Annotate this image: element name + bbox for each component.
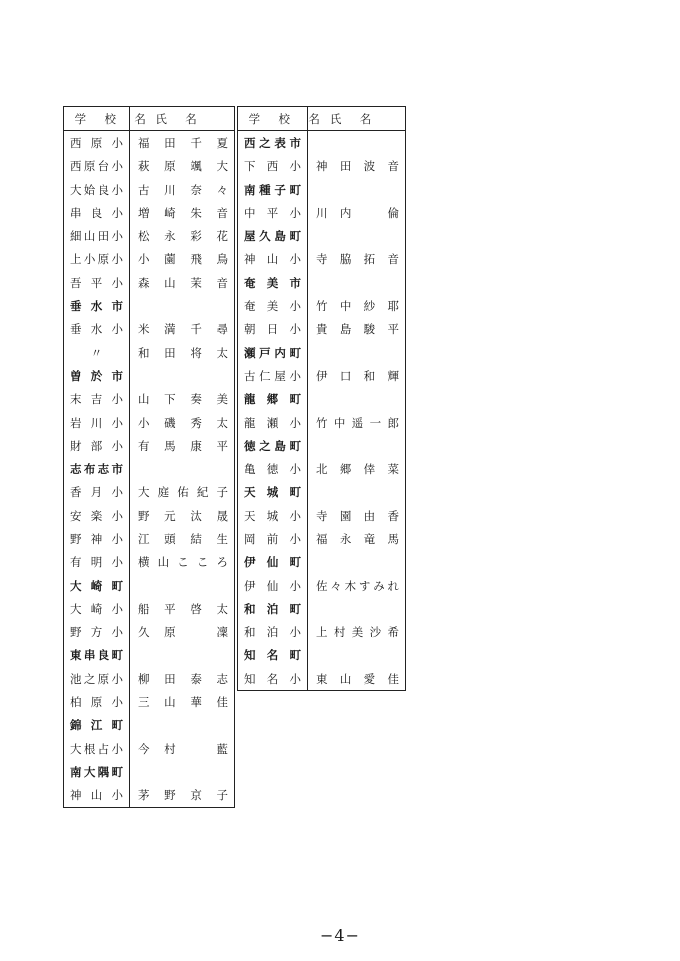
school-name: 〃 <box>64 341 130 364</box>
table-row <box>238 574 406 597</box>
student-name: 茅野京子 <box>138 788 228 803</box>
school-name: 中平小 <box>238 201 308 224</box>
school-name: 伊仙小 <box>238 574 308 597</box>
school-name: 岡前小 <box>238 527 308 550</box>
school-column-header: 学校名 <box>238 107 308 131</box>
student-name <box>308 341 406 364</box>
table-row <box>64 621 235 644</box>
table-row <box>64 155 235 178</box>
student-name: 山下奏美 <box>138 392 228 407</box>
student-name <box>308 388 406 411</box>
school-name: 有明小 <box>64 551 130 574</box>
student-name: 寺脇拓音 <box>316 252 399 267</box>
table-row <box>238 248 406 271</box>
municipality-name: 南種子町 <box>238 178 308 201</box>
left-table-body <box>64 131 235 808</box>
school-name: 香月小 <box>64 481 130 504</box>
student-name <box>130 294 235 317</box>
table-row <box>64 690 235 713</box>
student-name <box>308 481 406 504</box>
school-name: 亀徳小 <box>238 457 308 480</box>
student-name: 野元汰晟 <box>138 508 228 523</box>
table-row <box>64 131 235 155</box>
student-name <box>308 271 406 294</box>
school-name: 大根占小 <box>64 737 130 760</box>
table-row <box>238 527 406 550</box>
school-name: 古仁屋小 <box>238 364 308 387</box>
school-name: 奄美小 <box>238 294 308 317</box>
school-name: 神山小 <box>238 248 308 271</box>
table-header-row <box>238 107 406 131</box>
table-row <box>64 527 235 550</box>
school-name: 岩川小 <box>64 411 130 434</box>
table-row <box>238 504 406 527</box>
municipality-row <box>64 364 235 387</box>
municipality-name: 錦江町 <box>64 714 130 737</box>
school-name: 大崎小 <box>64 597 130 620</box>
student-name: 和田将太 <box>138 345 228 360</box>
table-row <box>64 597 235 620</box>
school-name: 財部小 <box>64 434 130 457</box>
page-number: −4− <box>320 926 360 945</box>
municipality-row <box>64 644 235 667</box>
municipality-name: 曽於市 <box>64 364 130 387</box>
table-row <box>64 248 235 271</box>
student-name: 神田波音 <box>316 159 399 174</box>
school-name: 知名小 <box>238 667 308 691</box>
municipality-row <box>238 271 406 294</box>
municipality-name: 南大隅町 <box>64 760 130 783</box>
student-name: 竹中遥一郎 <box>316 415 399 430</box>
student-name: 今村 藍 <box>138 741 228 756</box>
municipality-row <box>238 551 406 574</box>
table-row <box>64 434 235 457</box>
student-name <box>130 644 235 667</box>
municipality-name: 奄美市 <box>238 271 308 294</box>
municipality-name: 徳之島町 <box>238 434 308 457</box>
municipality-row <box>238 341 406 364</box>
municipality-name: 志布志市 <box>64 457 130 480</box>
table-row <box>238 457 406 480</box>
student-name: 竹中紗耶 <box>316 299 399 314</box>
student-name <box>308 131 406 155</box>
table-row <box>64 341 235 364</box>
table-header-row <box>64 107 235 131</box>
school-column-header: 学校名 <box>64 107 130 131</box>
municipality-name: 大崎町 <box>64 574 130 597</box>
municipality-row <box>238 224 406 247</box>
student-name <box>130 364 235 387</box>
school-name: 西原小 <box>64 131 130 155</box>
student-name: 増崎朱音 <box>138 205 228 220</box>
student-name: 久原 凜 <box>138 625 228 640</box>
municipality-name: 龍郷町 <box>238 388 308 411</box>
school-name: 吾平小 <box>64 271 130 294</box>
student-name: 米満千尋 <box>138 322 228 337</box>
table-row <box>238 411 406 434</box>
municipality-row <box>64 714 235 737</box>
municipality-row <box>238 388 406 411</box>
table-row <box>238 318 406 341</box>
table-row <box>64 667 235 690</box>
municipality-name: 東串良町 <box>64 644 130 667</box>
table-row <box>64 224 235 247</box>
student-name: 福田千夏 <box>138 135 228 150</box>
student-name: 江頭結生 <box>138 531 228 546</box>
table-row <box>64 271 235 294</box>
table-row <box>238 201 406 224</box>
table-row <box>64 784 235 808</box>
student-name: 萩原颯大 <box>138 159 228 174</box>
table-row <box>64 318 235 341</box>
school-name: 天城小 <box>238 504 308 527</box>
student-name <box>308 224 406 247</box>
municipality-name: 垂水市 <box>64 294 130 317</box>
school-name: 柏原小 <box>64 690 130 713</box>
student-name: 寺園由香 <box>316 508 399 523</box>
student-name: 柳田泰志 <box>138 671 228 686</box>
municipality-row <box>238 131 406 155</box>
municipality-name: 西之表市 <box>238 131 308 155</box>
student-name: 福永竜馬 <box>316 531 399 546</box>
school-name: 池之原小 <box>64 667 130 690</box>
school-name: 野神小 <box>64 527 130 550</box>
student-name <box>130 714 235 737</box>
student-name: 小磯秀太 <box>138 415 228 430</box>
student-name <box>130 457 235 480</box>
student-name: 三山華佳 <box>138 695 228 710</box>
school-name: 朝日小 <box>238 318 308 341</box>
municipality-row <box>64 294 235 317</box>
table-row <box>64 504 235 527</box>
student-name: 大庭佑紀子 <box>138 485 228 500</box>
table-row <box>64 388 235 411</box>
student-name: 松永彩花 <box>138 229 228 244</box>
school-name: 末吉小 <box>64 388 130 411</box>
student-name <box>130 574 235 597</box>
student-name: 有馬康平 <box>138 438 228 453</box>
student-name <box>308 434 406 457</box>
table-row <box>238 621 406 644</box>
school-name: 安楽小 <box>64 504 130 527</box>
municipality-row <box>238 178 406 201</box>
student-name <box>308 551 406 574</box>
table-row <box>238 364 406 387</box>
municipality-row <box>64 760 235 783</box>
school-name: 和泊小 <box>238 621 308 644</box>
left-roster-table <box>63 106 235 808</box>
municipality-name: 瀬戸内町 <box>238 341 308 364</box>
municipality-name: 天城町 <box>238 481 308 504</box>
table-row <box>238 294 406 317</box>
student-name: 貴島駿平 <box>316 322 399 337</box>
municipality-row <box>64 574 235 597</box>
student-name: 伊口和輝 <box>316 368 399 383</box>
student-name: 横山こころ <box>138 555 228 570</box>
table-row <box>238 155 406 178</box>
student-name <box>308 644 406 667</box>
name-column-header: 氏名 <box>308 107 406 131</box>
school-name: 細山田小 <box>64 224 130 247</box>
right-roster-table <box>237 106 406 691</box>
municipality-name: 伊仙町 <box>238 551 308 574</box>
municipality-row <box>64 457 235 480</box>
school-name: 垂水小 <box>64 318 130 341</box>
student-name: 小薗飛鳥 <box>138 252 228 267</box>
name-column-header: 氏名 <box>130 107 235 131</box>
student-name: 東山愛佳 <box>316 671 399 686</box>
school-name: 大姶良小 <box>64 178 130 201</box>
table-row <box>64 201 235 224</box>
table-row <box>64 481 235 504</box>
municipality-row <box>238 644 406 667</box>
table-row <box>64 178 235 201</box>
municipality-name: 和泊町 <box>238 597 308 620</box>
municipality-row <box>238 597 406 620</box>
municipality-row <box>238 481 406 504</box>
school-name: 野方小 <box>64 621 130 644</box>
student-name <box>130 760 235 783</box>
student-name: 船平啓太 <box>138 601 228 616</box>
table-row <box>64 411 235 434</box>
municipality-name: 屋久島町 <box>238 224 308 247</box>
table-row <box>64 737 235 760</box>
student-name: 川内 倫 <box>316 205 399 220</box>
municipality-row <box>238 434 406 457</box>
school-name: 上小原小 <box>64 248 130 271</box>
table-row <box>64 551 235 574</box>
student-name <box>308 597 406 620</box>
school-name: 龍瀬小 <box>238 411 308 434</box>
student-name: 佐々木すみれ <box>316 578 399 593</box>
student-name: 古川奈々 <box>138 182 228 197</box>
student-name <box>308 178 406 201</box>
table-row <box>238 667 406 691</box>
municipality-name: 知名町 <box>238 644 308 667</box>
right-table-body <box>238 131 406 691</box>
school-name: 西原台小 <box>64 155 130 178</box>
student-name: 北郷倖菜 <box>316 462 399 477</box>
school-name: 下西小 <box>238 155 308 178</box>
school-name: 神山小 <box>64 784 130 808</box>
school-name: 串良小 <box>64 201 130 224</box>
student-name: 森山茉音 <box>138 275 228 290</box>
student-name: 上村美沙希 <box>316 625 399 640</box>
